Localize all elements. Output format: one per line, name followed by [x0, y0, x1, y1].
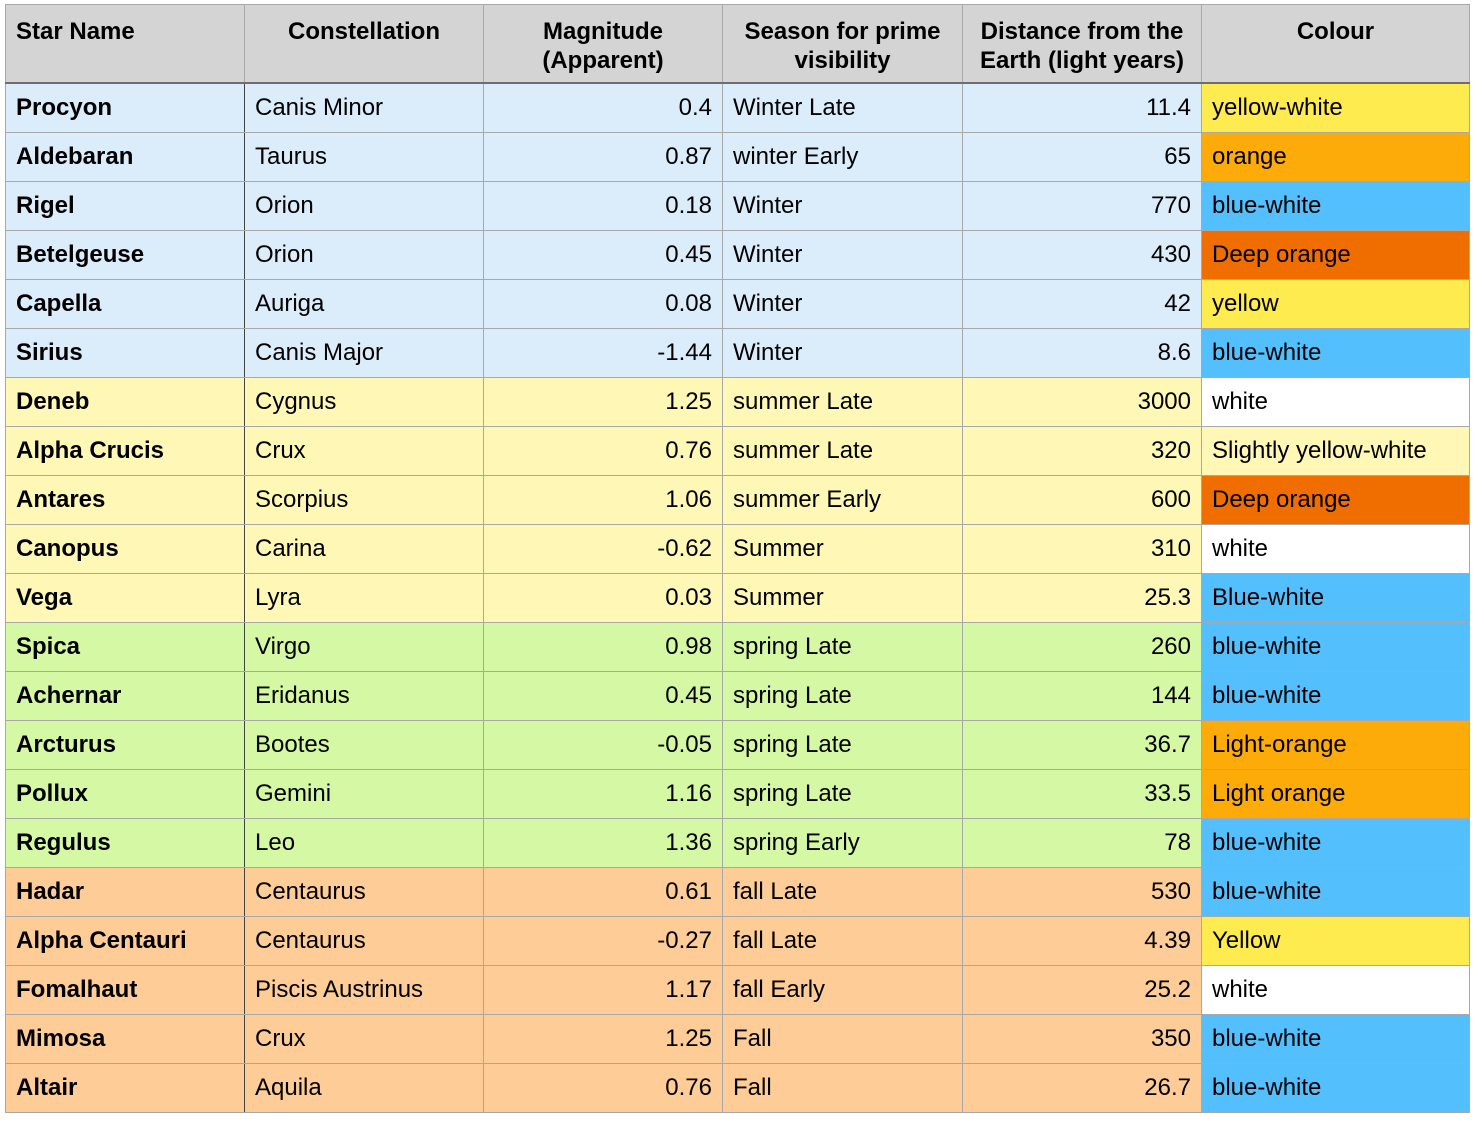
cell-season[interactable]: Winter [723, 230, 963, 279]
cell-magnitude[interactable]: -0.27 [484, 916, 723, 965]
table-row [6, 328, 1470, 377]
cell-distance[interactable]: 25.3 [963, 573, 1202, 622]
cell-season[interactable]: Summer [723, 573, 963, 622]
cell-distance[interactable]: 36.7 [963, 720, 1202, 769]
table-row [6, 818, 1470, 867]
cell-star-name[interactable]: Fomalhaut [6, 965, 245, 1014]
cell-season[interactable]: Winter [723, 279, 963, 328]
cell-season[interactable]: winter Early [723, 132, 963, 181]
cell-colour[interactable]: white [1202, 377, 1470, 426]
cell-constellation[interactable]: Aquila [245, 1063, 484, 1112]
cell-season[interactable]: spring Late [723, 720, 963, 769]
cell-star-name[interactable]: Vega [6, 573, 245, 622]
cell-star-name[interactable]: Deneb [6, 377, 245, 426]
cell-season[interactable]: summer Late [723, 426, 963, 475]
cell-distance[interactable]: 11.4 [963, 83, 1202, 133]
cell-magnitude[interactable]: 0.87 [484, 132, 723, 181]
cell-constellation[interactable]: Piscis Austrinus [245, 965, 484, 1014]
cell-colour[interactable]: blue-white [1202, 818, 1470, 867]
cell-star-name[interactable]: Alpha Crucis [6, 426, 245, 475]
cell-magnitude[interactable]: 0.18 [484, 181, 723, 230]
cell-constellation[interactable]: Lyra [245, 573, 484, 622]
table-row [6, 83, 1470, 133]
table-row [6, 965, 1470, 1014]
cell-colour[interactable]: white [1202, 524, 1470, 573]
table-header [6, 5, 1470, 83]
cell-season[interactable]: Winter [723, 181, 963, 230]
cell-constellation[interactable]: Gemini [245, 769, 484, 818]
cell-season[interactable]: spring Late [723, 671, 963, 720]
cell-colour[interactable]: blue-white [1202, 328, 1470, 377]
cell-constellation[interactable]: Centaurus [245, 916, 484, 965]
table-row [6, 230, 1470, 279]
cell-star-name[interactable]: Canopus [6, 524, 245, 573]
cell-constellation[interactable]: Crux [245, 426, 484, 475]
cell-star-name[interactable]: Spica [6, 622, 245, 671]
cell-constellation[interactable]: Bootes [245, 720, 484, 769]
table-row [6, 867, 1470, 916]
table-row [6, 720, 1470, 769]
cell-colour[interactable]: blue-white [1202, 622, 1470, 671]
cell-magnitude[interactable]: 0.08 [484, 279, 723, 328]
cell-colour[interactable]: Yellow [1202, 916, 1470, 965]
cell-season[interactable]: fall Late [723, 916, 963, 965]
cell-magnitude[interactable]: 1.16 [484, 769, 723, 818]
cell-season[interactable]: spring Early [723, 818, 963, 867]
cell-distance[interactable]: 430 [963, 230, 1202, 279]
cell-season[interactable]: summer Early [723, 475, 963, 524]
cell-magnitude[interactable]: 0.03 [484, 573, 723, 622]
header-magnitude[interactable]: Magnitude (Apparent) [484, 5, 723, 83]
cell-distance[interactable]: 8.6 [963, 328, 1202, 377]
spreadsheet [5, 4, 1470, 1113]
cell-colour[interactable]: Blue-white [1202, 573, 1470, 622]
cell-season[interactable]: fall Early [723, 965, 963, 1014]
cell-constellation[interactable]: Canis Major [245, 328, 484, 377]
cell-magnitude[interactable]: 1.36 [484, 818, 723, 867]
cell-colour[interactable]: blue-white [1202, 181, 1470, 230]
cell-colour[interactable]: blue-white [1202, 671, 1470, 720]
header-season[interactable]: Season for prime visibility [723, 5, 963, 83]
cell-constellation[interactable]: Virgo [245, 622, 484, 671]
cell-distance[interactable]: 350 [963, 1014, 1202, 1063]
cell-distance[interactable]: 770 [963, 181, 1202, 230]
cell-distance[interactable]: 320 [963, 426, 1202, 475]
cell-star-name[interactable]: Altair [6, 1063, 245, 1112]
cell-constellation[interactable]: Cygnus [245, 377, 484, 426]
cell-magnitude[interactable]: -1.44 [484, 328, 723, 377]
cell-star-name[interactable]: Sirius [6, 328, 245, 377]
cell-magnitude[interactable]: 1.25 [484, 377, 723, 426]
cell-star-name[interactable]: Mimosa [6, 1014, 245, 1063]
cell-distance[interactable]: 26.7 [963, 1063, 1202, 1112]
cell-constellation[interactable]: Orion [245, 230, 484, 279]
header-colour[interactable]: Colour [1202, 5, 1470, 83]
cell-colour[interactable]: blue-white [1202, 1063, 1470, 1112]
cell-star-name[interactable]: Antares [6, 475, 245, 524]
cell-constellation[interactable]: Auriga [245, 279, 484, 328]
cell-season[interactable]: summer Late [723, 377, 963, 426]
cell-magnitude[interactable]: 0.98 [484, 622, 723, 671]
cell-magnitude[interactable]: 0.61 [484, 867, 723, 916]
cell-star-name[interactable]: Alpha Centauri [6, 916, 245, 965]
table-row [6, 132, 1470, 181]
cell-star-name[interactable]: Pollux [6, 769, 245, 818]
table-row [6, 426, 1470, 475]
cell-distance[interactable]: 600 [963, 475, 1202, 524]
header-constellation[interactable]: Constellation [245, 5, 484, 83]
cell-star-name[interactable]: Aldebaran [6, 132, 245, 181]
cell-season[interactable]: spring Late [723, 769, 963, 818]
cell-magnitude[interactable]: 0.45 [484, 671, 723, 720]
stars-table [5, 4, 1470, 1113]
cell-colour[interactable]: Deep orange [1202, 230, 1470, 279]
cell-colour[interactable]: blue-white [1202, 1014, 1470, 1063]
cell-distance[interactable]: 65 [963, 132, 1202, 181]
cell-colour[interactable]: white [1202, 965, 1470, 1014]
table-row [6, 475, 1470, 524]
header-star-name[interactable]: Star Name [6, 5, 245, 83]
cell-distance[interactable]: 4.39 [963, 916, 1202, 965]
cell-constellation[interactable]: Canis Minor [245, 83, 484, 133]
cell-magnitude[interactable]: 1.25 [484, 1014, 723, 1063]
header-row [6, 5, 1470, 83]
cell-constellation[interactable]: Taurus [245, 132, 484, 181]
cell-colour[interactable]: yellow [1202, 279, 1470, 328]
table-row [6, 279, 1470, 328]
cell-star-name[interactable]: Capella [6, 279, 245, 328]
cell-distance[interactable]: 25.2 [963, 965, 1202, 1014]
table-row [6, 671, 1470, 720]
cell-constellation[interactable]: Centaurus [245, 867, 484, 916]
cell-magnitude[interactable]: -0.62 [484, 524, 723, 573]
cell-season[interactable]: Fall [723, 1063, 963, 1112]
cell-star-name[interactable]: Procyon [6, 83, 245, 133]
cell-star-name[interactable]: Achernar [6, 671, 245, 720]
cell-constellation[interactable]: Crux [245, 1014, 484, 1063]
cell-colour[interactable]: Deep orange [1202, 475, 1470, 524]
table-row [6, 1063, 1470, 1112]
cell-season[interactable]: spring Late [723, 622, 963, 671]
cell-colour[interactable]: orange [1202, 132, 1470, 181]
cell-constellation[interactable]: Eridanus [245, 671, 484, 720]
cell-season[interactable]: Summer [723, 524, 963, 573]
cell-magnitude[interactable]: 0.45 [484, 230, 723, 279]
table-row [6, 769, 1470, 818]
cell-distance[interactable]: 310 [963, 524, 1202, 573]
cell-constellation[interactable]: Leo [245, 818, 484, 867]
cell-distance[interactable]: 78 [963, 818, 1202, 867]
cell-distance[interactable]: 42 [963, 279, 1202, 328]
table-row [6, 181, 1470, 230]
table-row [6, 916, 1470, 965]
cell-distance[interactable]: 3000 [963, 377, 1202, 426]
cell-colour[interactable]: Slightly yellow-white [1202, 426, 1470, 475]
cell-colour[interactable]: yellow-white [1202, 83, 1470, 133]
cell-season[interactable]: Winter [723, 328, 963, 377]
cell-constellation[interactable]: Carina [245, 524, 484, 573]
cell-star-name[interactable]: Hadar [6, 867, 245, 916]
cell-colour[interactable]: blue-white [1202, 867, 1470, 916]
cell-magnitude[interactable]: 0.76 [484, 1063, 723, 1112]
table-row [6, 524, 1470, 573]
cell-colour[interactable]: Light-orange [1202, 720, 1470, 769]
cell-magnitude[interactable]: 0.4 [484, 83, 723, 133]
table-row [6, 377, 1470, 426]
cell-magnitude[interactable]: 1.17 [484, 965, 723, 1014]
cell-star-name[interactable]: Betelgeuse [6, 230, 245, 279]
cell-constellation[interactable]: Orion [245, 181, 484, 230]
cell-distance[interactable]: 530 [963, 867, 1202, 916]
cell-star-name[interactable]: Regulus [6, 818, 245, 867]
cell-magnitude[interactable]: 0.76 [484, 426, 723, 475]
cell-constellation[interactable]: Scorpius [245, 475, 484, 524]
cell-colour[interactable]: Light orange [1202, 769, 1470, 818]
table-row [6, 1014, 1470, 1063]
cell-distance[interactable]: 33.5 [963, 769, 1202, 818]
header-distance[interactable]: Distance from the Earth (light years) [963, 5, 1202, 83]
cell-magnitude[interactable]: 1.06 [484, 475, 723, 524]
cell-star-name[interactable]: Rigel [6, 181, 245, 230]
table-row [6, 573, 1470, 622]
cell-distance[interactable]: 144 [963, 671, 1202, 720]
cell-star-name[interactable]: Arcturus [6, 720, 245, 769]
table-body [6, 83, 1470, 1113]
cell-season[interactable]: Winter Late [723, 83, 963, 133]
cell-season[interactable]: Fall [723, 1014, 963, 1063]
table-row [6, 622, 1470, 671]
cell-season[interactable]: fall Late [723, 867, 963, 916]
cell-magnitude[interactable]: -0.05 [484, 720, 723, 769]
cell-distance[interactable]: 260 [963, 622, 1202, 671]
